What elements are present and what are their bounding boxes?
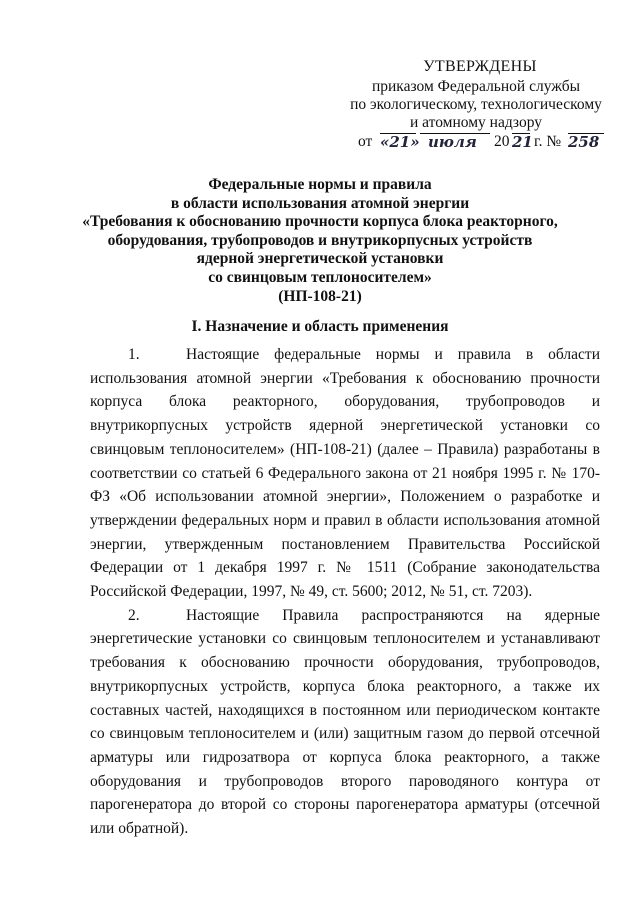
paragraph-2-number: 2. (128, 606, 140, 624)
approval-heading: УТВЕРЖДЕНЫ (423, 58, 537, 75)
approval-line-1: приказом Федеральной службы (371, 78, 581, 95)
date-year-label: г. № (534, 133, 562, 150)
approval-date-line (358, 131, 608, 153)
date-day: «21» (380, 133, 420, 151)
date-year-prefix: 20 (494, 133, 510, 150)
date-year-suffix: 21 (512, 133, 533, 151)
paragraph-1 (90, 343, 600, 604)
approval-line-2: по экологическому, технологическому (350, 96, 602, 113)
paragraph-2 (90, 604, 600, 841)
approval-line-3: и атомному надзору (410, 114, 542, 131)
title-line-4: оборудования, трубопроводов и внутрикорпусных устройств (107, 231, 533, 249)
date-prefix: от (358, 133, 373, 150)
section-heading: I. Назначение и область применения (191, 318, 449, 335)
title-line-2: в области использования атомной энергии (170, 194, 470, 212)
paragraph-1-number: 1. (128, 346, 140, 363)
title-line-1: Федеральные нормы и правила (208, 176, 432, 193)
title-line-5: ядерной энергетической установки (196, 250, 444, 268)
body-text (90, 343, 600, 841)
paragraph-1-text: Настоящие федеральные нормы и правила в области использования атомной энергии «Требования к обоснованию прочности корпуса блока реакторного, оборудования, трубопроводов и внутрикорпусных устройств ядерной энергетической установки со свинцовым теплоносителем» (НП-108-21) (далее – Правила) разработаны в соответствии со статьей 6 Федерального закона от 21 ноября 1995 г. № 170-ФЗ «Об использовании атомной энергии», Положением о разработке и утверждении федеральных норм и правил в области использования атомной энергии, утвержденным постановлением Правительства Российской Федерации от 1 декабря 1997 г. № 1511 (Собрание законодательства Российской Федерации, 1997, № 49, ст. 5600; 2012, № 51, ст. 7203). (90, 346, 600, 601)
paragraph-2-text: Настоящие Правила распространяются на ядерные энергетические установки со свинцовым теплоносителем и устанавливают требования к обоснованию прочности оборудования, трубопроводов, внутрикорпусных устройств, корпуса блока реакторного, а также их составных частей, находящихся в постоянном или периодическом контакте со свинцовым теплоносителем и (или) защитным газом до первой отсечной арматуры или гидрозатвора от корпуса блока реакторного, а также оборудования и трубопроводов второго пароводяного контура от парогенератора до второй со стороны парогенератора арматуры (отсечной или обратной). (90, 606, 600, 838)
order-number: 258 (568, 133, 600, 151)
date-month: июля (428, 133, 477, 151)
title-line-7: (НП-108-21) (278, 287, 362, 305)
approval-block (340, 58, 612, 132)
title-line-3: «Требования к обоснованию прочности корпуса блока реакторного, (82, 213, 558, 231)
title-line-6: со свинцовым теплоносителем» (208, 268, 432, 286)
document-title (80, 176, 560, 306)
